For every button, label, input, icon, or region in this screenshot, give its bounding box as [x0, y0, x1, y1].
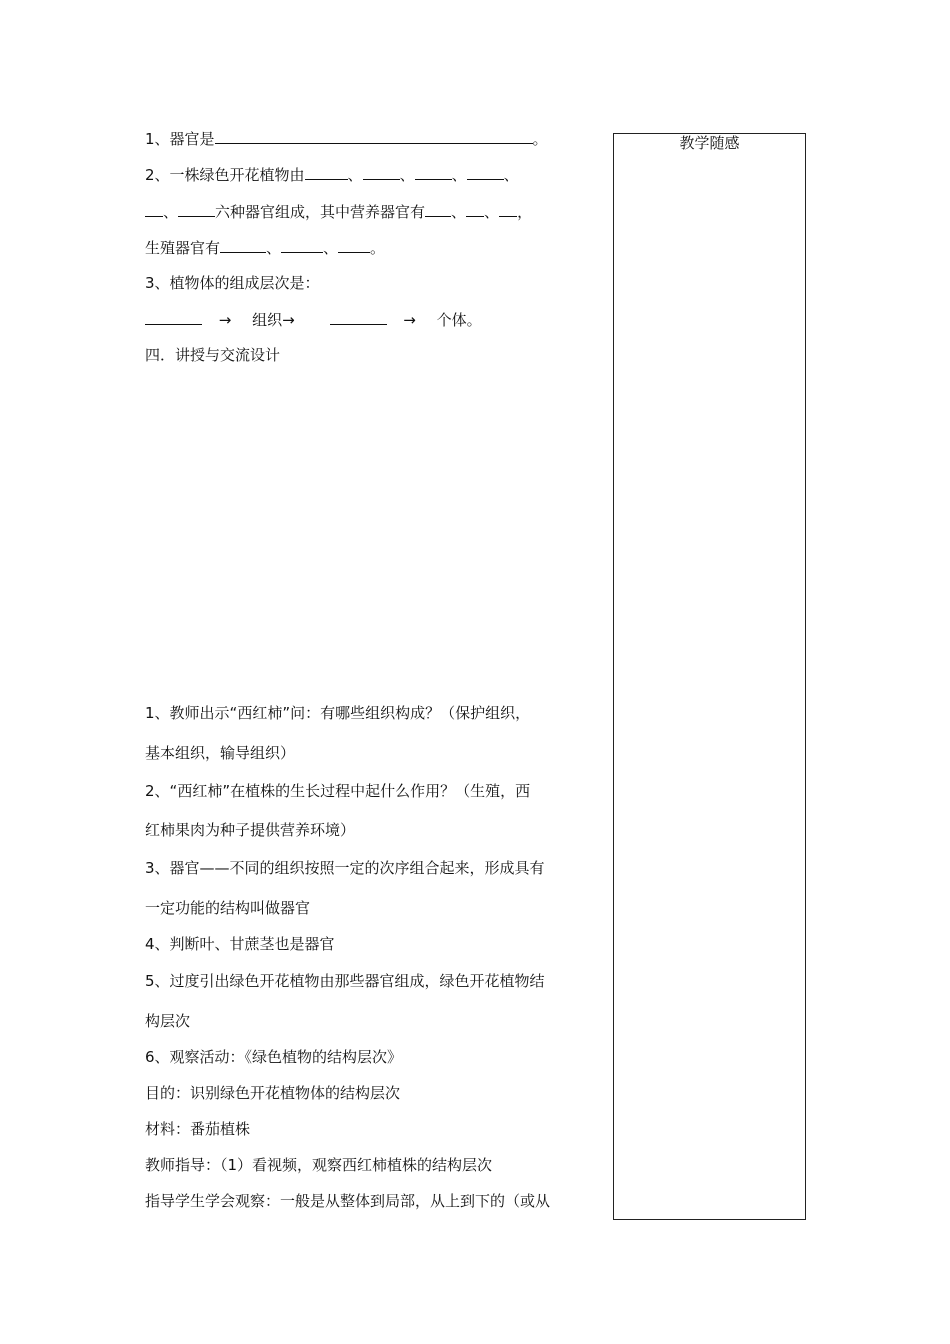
question-2-text: 六种器官组成，其中营养器官有 — [215, 203, 426, 221]
question-3: 3、植物体的组成层次是： — [145, 274, 320, 292]
hierarchy-line — [145, 309, 482, 330]
question-2-line-3-prefix: 生殖器官有 — [145, 239, 221, 257]
question-2-line-2-suffix: ， — [517, 203, 533, 221]
answer-blank — [281, 237, 323, 253]
teaching-notes-box — [613, 133, 806, 1220]
tissue-label: 组织→ — [252, 311, 295, 329]
answer-blank — [415, 164, 452, 180]
body-line: 指导学生学会观察：一般是从整体到局部，从上到下的（或从 — [145, 1192, 551, 1210]
answer-blank — [330, 309, 387, 325]
arrow-icon: → — [403, 311, 416, 329]
arrow-icon: → — [218, 311, 232, 329]
body-line: 6、观察活动：《绿色植物的结构层次》 — [145, 1048, 403, 1066]
body-line: 红柿果肉为种子提供营养环境） — [145, 821, 356, 839]
question-1-suffix: 。 — [532, 130, 548, 148]
separator: 、 — [503, 166, 519, 184]
separator: 、 — [399, 166, 415, 184]
question-2-line-1 — [145, 164, 519, 185]
body-line: 3、器官——不同的组织按照一定的次序组合起来，形成具有 — [145, 859, 545, 877]
teaching-notes-title: 教学随感 — [679, 134, 740, 152]
answer-blank — [466, 201, 484, 217]
section-4-heading: 四．讲授与交流设计 — [145, 346, 281, 364]
question-2-line-3-suffix: 。 — [370, 239, 386, 257]
body-line: 教师指导：（1）看视频，观察西红柿植株的结构层次 — [145, 1156, 493, 1174]
body-line: 一定功能的结构叫做器官 — [145, 899, 311, 917]
body-line: 2、“西红柿”在植株的生长过程中起什么作用？（生殖，西 — [145, 782, 531, 800]
body-line: 构层次 — [145, 1012, 191, 1030]
question-2-line-3 — [145, 237, 385, 258]
answer-blank — [145, 201, 163, 217]
answer-blank — [220, 237, 266, 253]
body-line: 材料：番茄植株 — [145, 1120, 251, 1138]
answer-blank — [338, 237, 370, 253]
individual-label: 个体。 — [436, 311, 482, 329]
body-line: 1、教师出示“西红柿”问：有哪些组织构成？（保护组织， — [145, 704, 531, 722]
answer-blank — [467, 164, 504, 180]
answer-blank — [305, 164, 348, 180]
body-line: 5、过度引出绿色开花植物由那些器官组成，绿色开花植物结 — [145, 972, 545, 990]
answer-blank — [215, 128, 533, 144]
separator: 、 — [163, 203, 179, 221]
separator: 、 — [451, 203, 467, 221]
question-2-line-2 — [145, 201, 532, 222]
question-1-prefix: 1、器官是 — [145, 130, 215, 148]
body-line: 目的：识别绿色开花植物体的结构层次 — [145, 1084, 401, 1102]
separator: 、 — [266, 239, 282, 257]
body-line: 4、判断叶、甘蔗茎也是器官 — [145, 935, 335, 953]
answer-blank — [145, 309, 202, 325]
answer-blank — [363, 164, 400, 180]
question-2-prefix: 2、一株绿色开花植物由 — [145, 166, 305, 184]
separator: 、 — [451, 166, 467, 184]
separator: 、 — [347, 166, 363, 184]
answer-blank — [499, 201, 517, 217]
question-1 — [145, 128, 548, 149]
answer-blank — [178, 201, 215, 217]
separator: 、 — [484, 203, 500, 221]
body-line: 基本组织，输导组织） — [145, 744, 296, 762]
separator: 、 — [323, 239, 339, 257]
answer-blank — [425, 201, 451, 217]
